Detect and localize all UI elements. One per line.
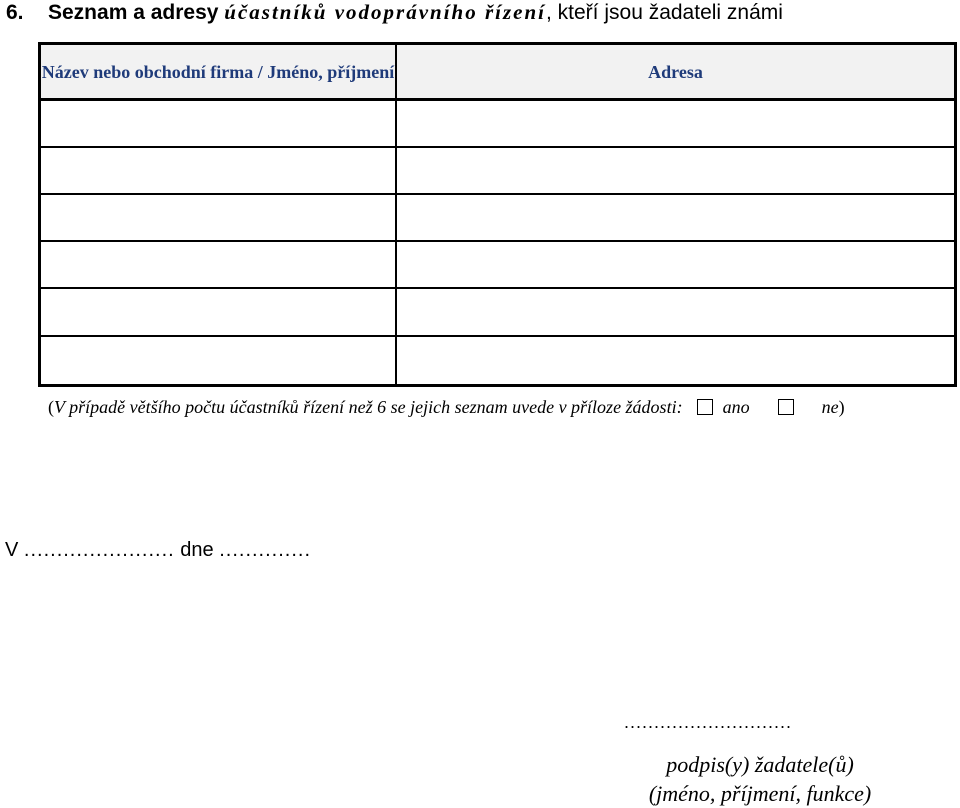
section-number: 6. (6, 1, 24, 24)
place-label: V (5, 539, 19, 561)
table-row-divider (41, 335, 954, 337)
table-cell-name[interactable] (45, 103, 391, 144)
note-open-paren: ( (48, 397, 54, 417)
signature-line[interactable]: ............................ (624, 712, 793, 732)
table-cell-address[interactable] (401, 291, 951, 333)
table-cell-address[interactable] (401, 244, 951, 285)
table-cell-name[interactable] (45, 339, 391, 381)
option-yes-label: ano (722, 397, 750, 417)
table-row-divider (41, 287, 954, 289)
header-name: Název nebo obchodní firma / Jméno, příjmení (41, 61, 395, 82)
note-close-paren: ) (838, 397, 845, 417)
date-label: dne (180, 539, 214, 561)
note-text: V případě většího počtu účastníků řízení než 6 se jejich seznam uvede v příloze žádosti: (54, 397, 683, 417)
column-divider (395, 45, 397, 384)
section-title-rest: , kteří jsou žadateli známi (546, 1, 783, 24)
table-cell-name[interactable] (45, 197, 391, 238)
signature-sublabel: (jméno, příjmení, funkce) (648, 781, 872, 806)
table-cell-address[interactable] (401, 197, 951, 238)
date-field[interactable]: .............. (219, 539, 312, 561)
checkbox-no[interactable] (778, 399, 794, 415)
table-row-divider (41, 240, 954, 242)
table-row-divider (41, 146, 954, 148)
table-cell-name[interactable] (45, 291, 391, 333)
section-heading (6, 0, 783, 24)
participants-table (38, 42, 957, 387)
table-cell-address[interactable] (401, 339, 951, 381)
place-date-line (5, 538, 311, 562)
attachment-note (48, 396, 845, 418)
signature-label: podpis(y) žadatele(ů) (666, 752, 854, 777)
table-row-divider (41, 193, 954, 195)
header-address: Adresa (648, 61, 703, 82)
table-cell-name[interactable] (45, 150, 391, 191)
table-cell-name[interactable] (45, 244, 391, 285)
checkbox-yes[interactable] (697, 399, 713, 415)
section-title-emphasis: účastníků vodoprávního řízení (224, 0, 546, 24)
option-no-label: ne (821, 397, 839, 417)
table-cell-address[interactable] (401, 103, 951, 144)
table-header (41, 45, 954, 101)
table-cell-address[interactable] (401, 150, 951, 191)
place-field[interactable]: ....................... (23, 539, 175, 561)
section-title-bold: Seznam a adresy (48, 1, 225, 24)
